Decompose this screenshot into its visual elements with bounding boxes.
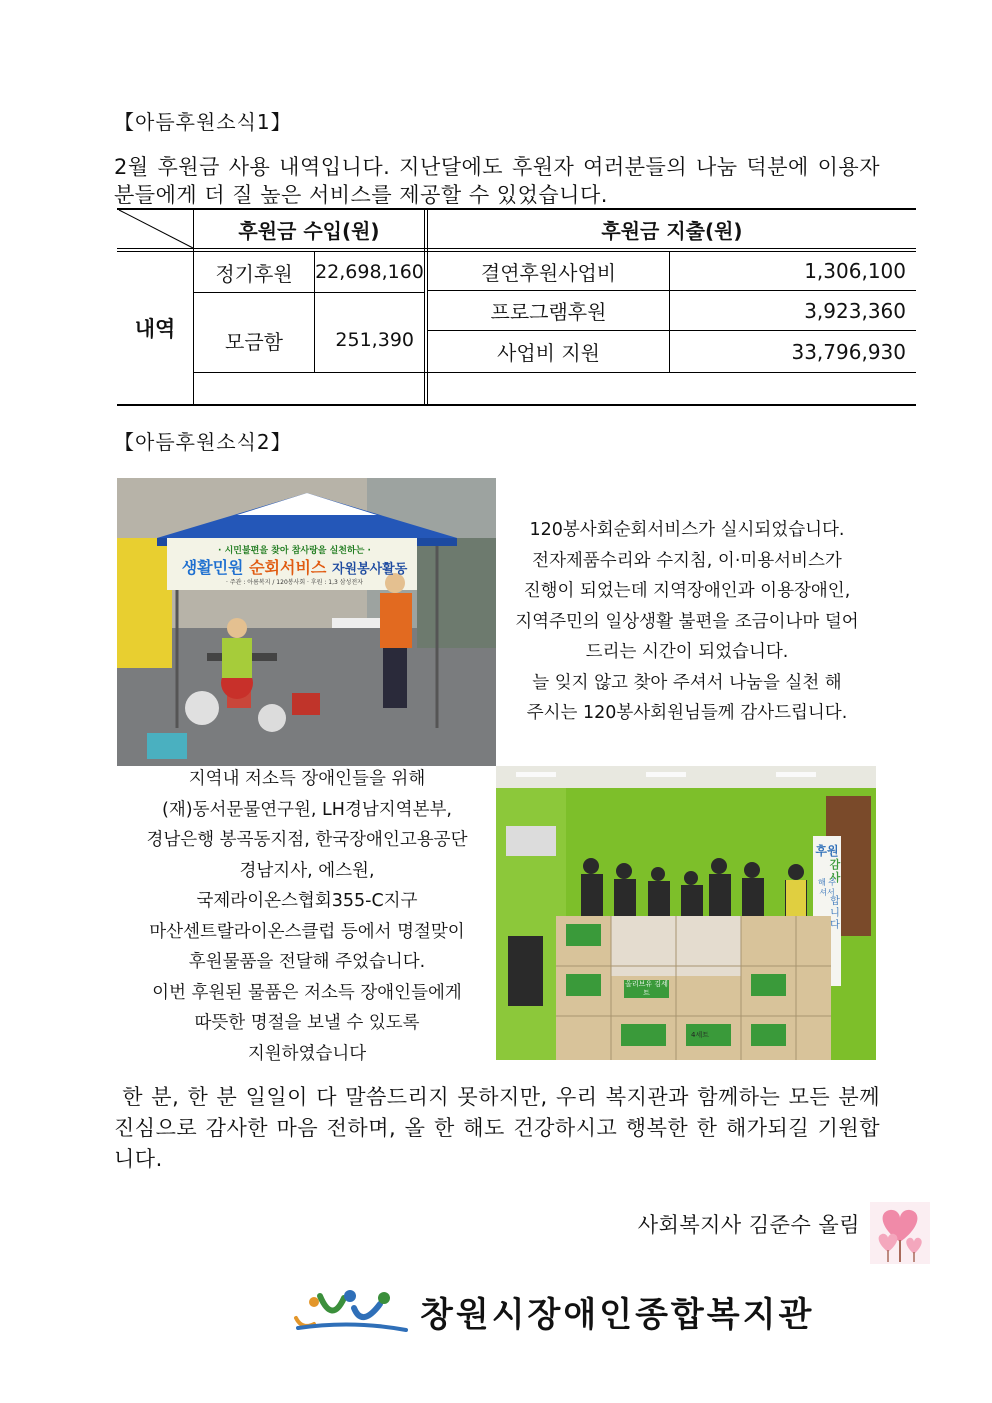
- expense-name-1: 결연후원사업비: [480, 260, 617, 285]
- expense-amount-1: 1,306,100: [804, 259, 906, 283]
- story2-line: 국제라이온스협회355-C지구: [196, 891, 418, 911]
- story2-line: 후원물품을 전달해 주었습니다.: [188, 952, 426, 972]
- banner-text-b: 감사: [829, 858, 841, 884]
- story2-line: 마산센트랄라이온스클럽 등에서 명절맞이: [149, 921, 465, 942]
- story2-line: 지역내 저소득 장애인들을 위해: [188, 769, 426, 789]
- tent-banner-sub: · 주관 : 아름복지 / 120봉사회 · 후원 : 1,3 삼성전자: [226, 579, 363, 586]
- expense-name-3: 사업비 지원: [497, 341, 600, 365]
- story2-line: 따뜻한 명절을 보낼 수 있도록: [194, 1013, 420, 1033]
- story1-line: 주시는 120봉사회원님들께 감사드립니다.: [526, 703, 848, 723]
- banner-text-d: 합니다: [830, 896, 840, 931]
- intro-paragraph: 2월 후원금 사용 내역입니다. 지난달에도 후원자 여러분들의 나눔 덕분에 이용자분들에게 더 질 높은 서비스를 제공할 수 있었습니다.: [114, 155, 880, 207]
- expense-header: 후원금 지출(원): [601, 218, 743, 243]
- story1-line: 전자제품수리와 수지침, 이·미용서비스가: [532, 550, 842, 571]
- story2-line: 경남지사, 에스원,: [239, 860, 375, 881]
- closing-text: 한 분, 한 분 일일이 다 말씀드리지 못하지만, 우리 복지관과 함께하는 모든 분께 진심으로 감사한 마음 전하며, 올 한 해도 건강하시고 행복한 한 해가되길 기원합니다.: [114, 1085, 880, 1171]
- story2-line: 이번 후원된 물품은 저소득 장애인들에게: [152, 982, 462, 1003]
- story1-line: 늘 잊지 않고 찾아 주셔서 나눔을 실천 해: [532, 672, 842, 693]
- story1-line: 드리는 시간이 되었습니다.: [585, 642, 789, 662]
- story1-line: 120봉사회순회서비스가 실시되었습니다.: [529, 520, 845, 540]
- expense-amount-3: 33,796,930: [791, 339, 906, 364]
- story1-line: 지역주민의 일상생활 불편을 조금이나마 덜어: [515, 611, 859, 632]
- photo-outreach-service: [117, 478, 496, 766]
- story2-line: 지원하였습니다: [247, 1043, 367, 1064]
- story2-line: (재)동서문물연구원, LH경남지역본부,: [162, 799, 452, 820]
- tent-banner-main-a: 생활민원: [181, 558, 244, 577]
- closing-paragraph: [114, 1082, 880, 1175]
- row-label: 내역: [134, 317, 176, 341]
- story2-line: 경남은행 봉곡동지점, 한국장애인고용공단: [146, 830, 468, 850]
- income-header: 후원금 수입(원): [238, 218, 380, 243]
- income-amount-2: 251,390: [335, 329, 414, 351]
- story2-paragraph: [120, 764, 494, 1069]
- signature: 사회복지사 김준수 올림: [637, 1213, 860, 1237]
- income-amount-1: 22,698,160: [315, 261, 424, 283]
- banner-text-c: 해 주셔서: [818, 878, 836, 897]
- story1-line: 진행이 되었는데 지역장애인과 이용장애인,: [523, 581, 851, 601]
- income-name-1: 정기후원: [215, 261, 293, 286]
- section2-title: 【아듬후원소식2】: [114, 430, 292, 454]
- org-name: 창원시장애인종합복지관: [420, 1295, 815, 1335]
- tent-banner-main-b: 순회서비스: [249, 558, 327, 577]
- section1-title: 【아듬후원소식1】: [114, 110, 292, 134]
- tent-banner-top: · 시민불편을 찾아 참사랑을 실천하는 ·: [218, 546, 371, 556]
- tent-banner-main-c: 자원봉사활동: [331, 562, 408, 577]
- box-count: 4세트: [691, 1031, 709, 1039]
- banner-text-a: 후원: [815, 844, 839, 858]
- heart-tree-icon: [870, 1202, 930, 1264]
- donation-table: [117, 208, 916, 406]
- box-label: 올리브유 김세트: [625, 980, 668, 997]
- expense-name-2: 프로그램후원: [490, 300, 607, 324]
- photo-donated-goods: [496, 766, 876, 1060]
- org-logo-icon: [292, 1284, 412, 1336]
- story1-paragraph: [500, 515, 874, 729]
- tent-banner-main: [177, 555, 412, 578]
- diagonal-header-cell: [117, 208, 194, 249]
- expense-amount-2: 3,923,360: [804, 298, 906, 323]
- income-name-2: 모금함: [225, 329, 283, 354]
